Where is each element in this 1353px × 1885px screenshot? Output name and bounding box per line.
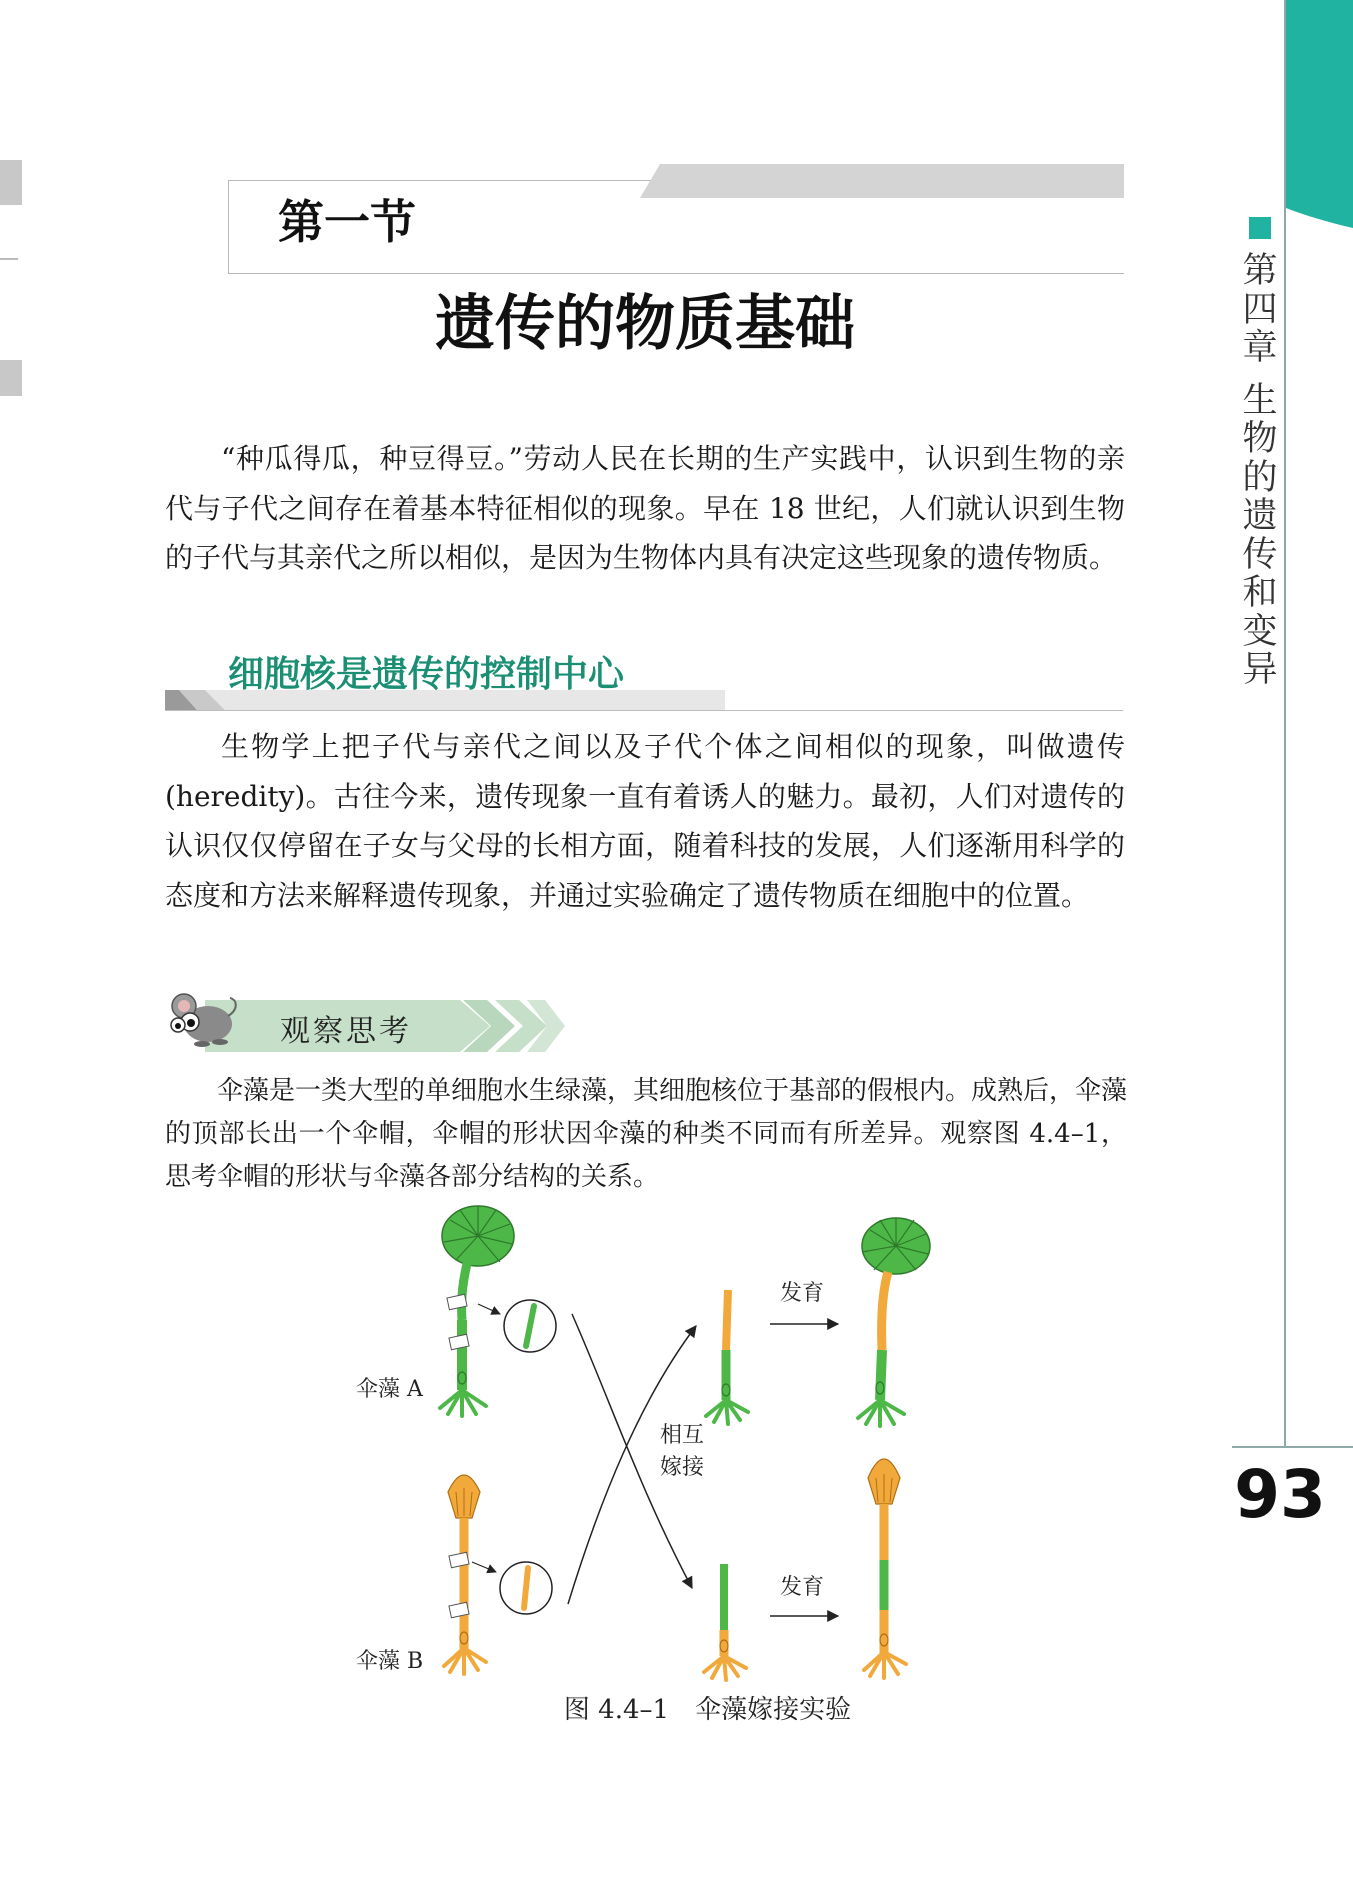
intro-paragraph xyxy=(165,434,1125,583)
page-number-rule xyxy=(1232,1446,1353,1448)
chapter-marker-icon xyxy=(1249,217,1271,239)
mouse-mascot-icon xyxy=(166,990,240,1052)
subsection-paragraph xyxy=(165,722,1125,920)
margin-tick xyxy=(0,258,18,260)
alga-b xyxy=(444,1475,486,1674)
alga-a xyxy=(440,1206,514,1416)
subsection-text: 生物学上把子代与亲代之间以及子代个体之间相似的现象，叫做遗传(heredity)。古往今来，遗传现象一直有着诱人的魅力。最初，人们对遗传的认识仅仅停留在子女与父母的长相方面，随着科技的发展，人们逐渐用科学的态度和方法来解释遗传现象，并通过实验确定了遗传物质在细胞中的位置。 xyxy=(165,730,1125,912)
page-title: 遗传的物质基础 xyxy=(435,289,855,359)
page-number: 93 xyxy=(1234,1456,1326,1533)
figure-caption: 图 4.4–1 伞藻嫁接实验 xyxy=(563,1695,852,1725)
margin-mark xyxy=(0,360,22,396)
label-alga-b: 伞藻 B xyxy=(356,1649,424,1674)
chapter-number: 第四章 xyxy=(1242,251,1278,368)
chapter-title: 生物的遗传和变异 xyxy=(1242,380,1278,690)
observe-paragraph xyxy=(165,1070,1127,1199)
section-header-bar xyxy=(640,164,1124,198)
margin-mark xyxy=(0,160,22,205)
label-develop-top: 发育 xyxy=(780,1281,825,1306)
grafting-figure xyxy=(340,1200,960,1690)
label-graft-1: 相互 xyxy=(660,1423,705,1448)
label-alga-a: 伞藻 A xyxy=(356,1377,423,1402)
result-bottom xyxy=(864,1459,906,1678)
observe-text: 伞藻是一类大型的单细胞水生绿藻，其细胞核位于基部的假根内。成熟后，伞藻的顶部长出一个伞帽，伞帽的形状因伞藻的种类不同而有所差异。观察图 4.4–1，思考伞帽的形状与伞藻各部分结构的关系。 xyxy=(165,1076,1128,1192)
result-top xyxy=(858,1218,930,1426)
section-label: 第一节 xyxy=(278,195,416,249)
observe-label: 观察思考 xyxy=(280,1014,412,1049)
label-develop-bottom: 发育 xyxy=(780,1575,825,1600)
side-rule xyxy=(1284,0,1286,1448)
subsection-rule xyxy=(165,710,1123,711)
side-tab-decoration xyxy=(1282,0,1353,228)
subsection-title: 细胞核是遗传的控制中心 xyxy=(228,654,625,695)
intro-text: “种瓜得瓜，种豆得豆。”劳动人民在长期的生产实践中，认识到生物的亲代与子代之间存在着基本特征相似的现象。早在 18 世纪，人们就认识到生物的子代与其亲代之所以相似，是因为生物体内具有决定这些现象的遗传物质。 xyxy=(165,442,1125,574)
label-graft-2: 嫁接 xyxy=(660,1455,705,1480)
